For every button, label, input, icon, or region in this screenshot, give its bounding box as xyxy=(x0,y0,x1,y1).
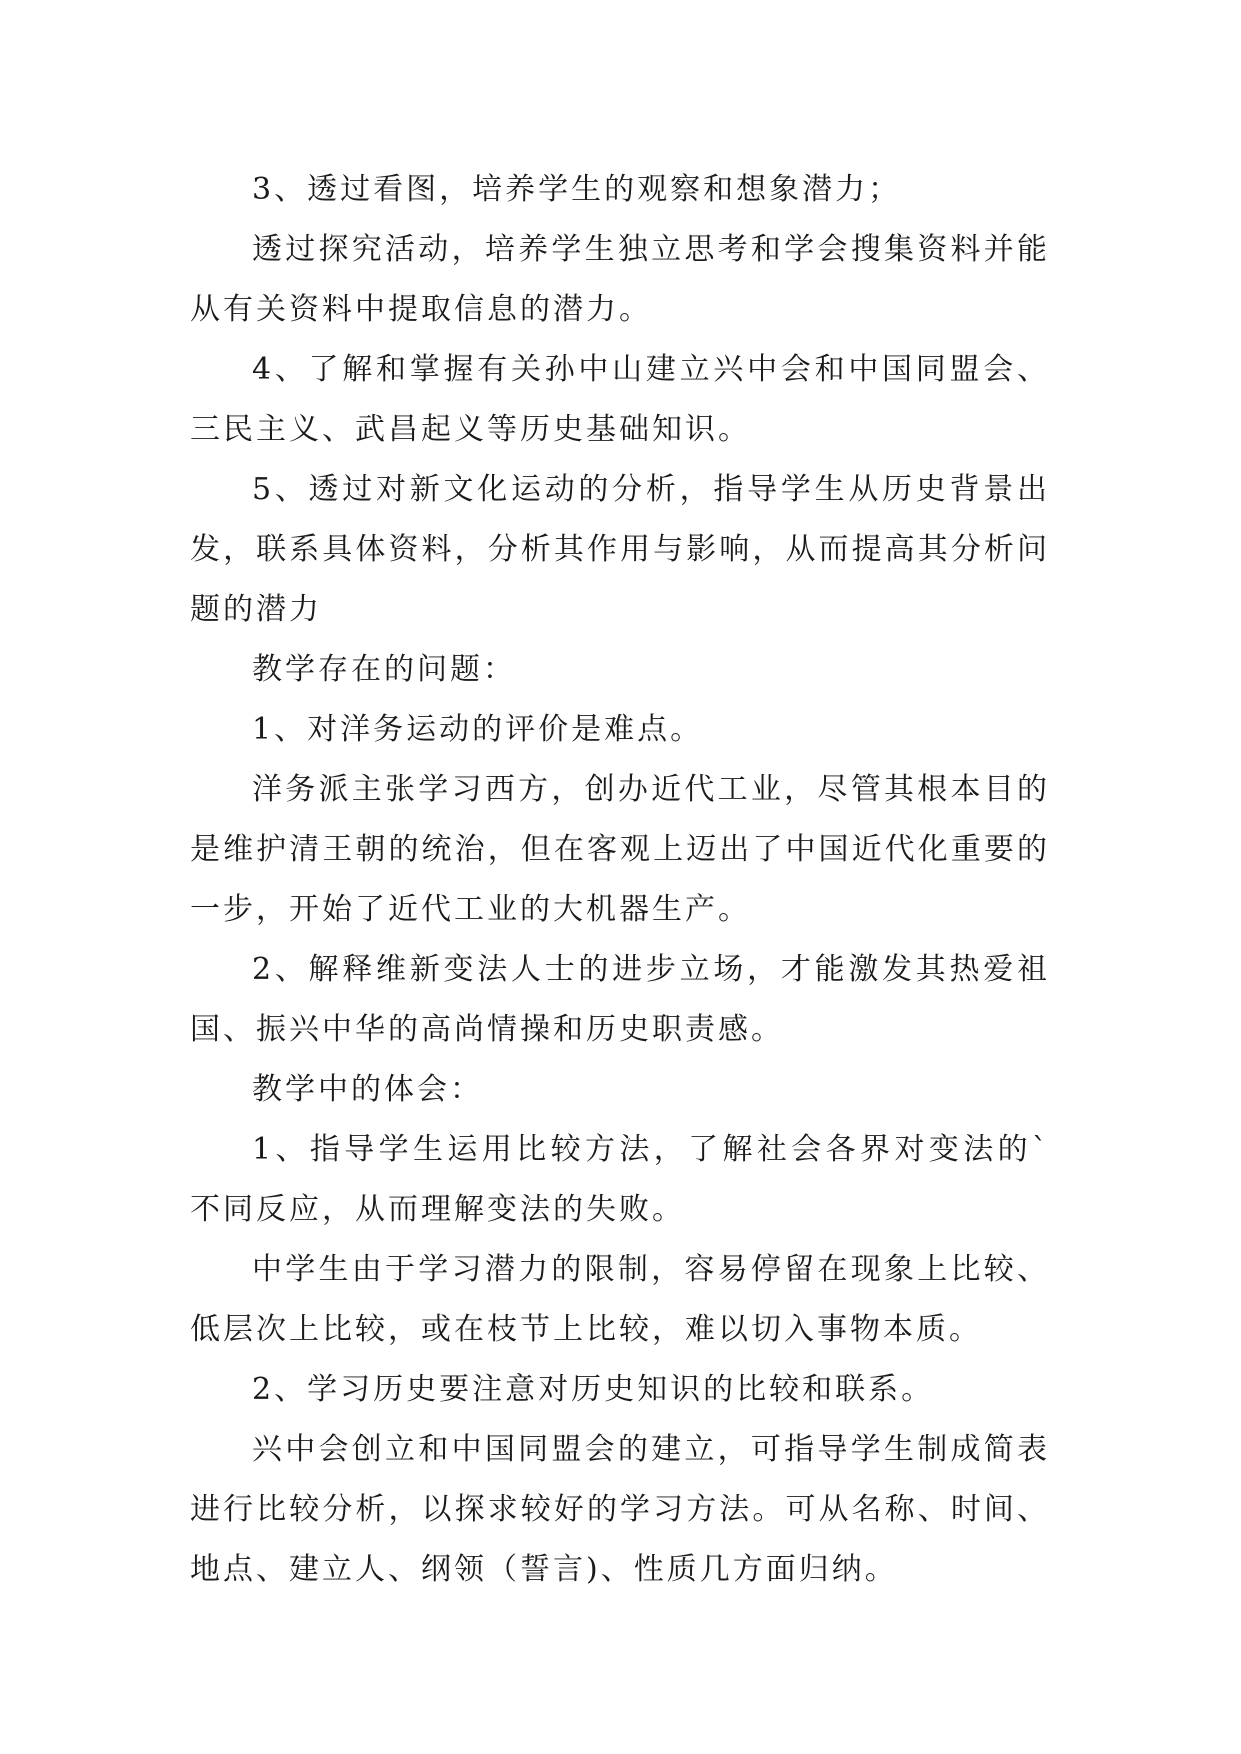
heading-teaching-experience: 教学中的体会： xyxy=(252,1072,483,1107)
paragraph-problem-2: 2、解释维新变法人士的进步立场，才能激发其热爱祖国、振兴中华的高尚情操和历史职责感。 xyxy=(190,952,1050,1047)
document-body xyxy=(190,160,1050,1600)
paragraph-westernization-movement: 洋务派主张学习西方，创办近代工业，尽管其根本目的是维护清王朝的统治，但在客观上迈出了中国近代化重要的一步，开始了近代工业的大机器生产。 xyxy=(190,772,1050,927)
paragraph-objective-4: 4、了解和掌握有关孙中山建立兴中会和中国同盟会、三民主义、武昌起义等历史基础知识。 xyxy=(190,352,1050,447)
paragraph-comparison-table: 兴中会创立和中国同盟会的建立，可指导学生制成简表进行比较分析，以探求较好的学习方法。可从名称、时间、地点、建立人、纲领（誓言)、性质几方面归纳。 xyxy=(190,1432,1050,1587)
paragraph-experience-1: 1、指导学生运用比较方法，了解社会各界对变法的`不同反应，从而理解变法的失败。 xyxy=(190,1132,1050,1227)
heading-teaching-problems: 教学存在的问题： xyxy=(252,652,516,687)
paragraph-experience-2: 2、学习历史要注意对历史知识的比较和联系。 xyxy=(252,1372,935,1407)
paragraph-objective-5: 5、透过对新文化运动的分析，指导学生从历史背景出发，联系具体资料，分析其作用与影响，从而提高其分析问题的潜力 xyxy=(190,472,1050,627)
paragraph-student-limitation: 中学生由于学习潜力的限制，容易停留在现象上比较、低层次上比较，或在枝节上比较，难以切入事物本质。 xyxy=(190,1252,1050,1347)
paragraph-inquiry-activity: 透过探究活动，培养学生独立思考和学会搜集资料并能从有关资料中提取信息的潜力。 xyxy=(190,232,1050,327)
paragraph-objective-3: 3、透过看图，培养学生的观察和想象潜力； xyxy=(252,172,902,207)
paragraph-problem-1: 1、对洋务运动的评价是难点。 xyxy=(252,712,704,747)
